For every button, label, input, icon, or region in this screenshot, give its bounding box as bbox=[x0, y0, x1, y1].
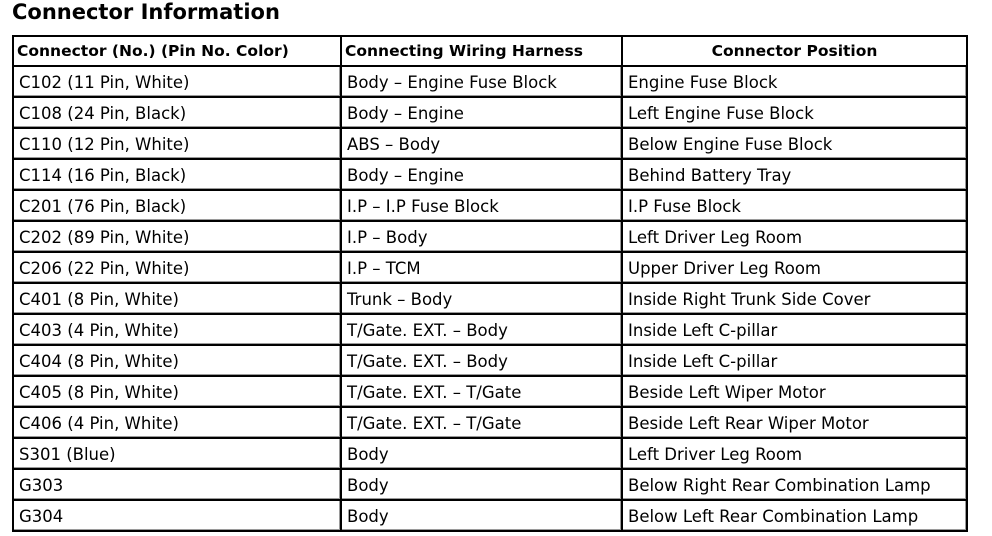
cell-wiring-harness: T/Gate. EXT. – T/Gate bbox=[341, 376, 622, 407]
cell-wiring-harness: Body bbox=[341, 469, 622, 500]
cell-connector: G303 bbox=[13, 469, 341, 500]
cell-wiring-harness: Body – Engine bbox=[341, 159, 622, 190]
cell-position: Below Engine Fuse Block bbox=[622, 128, 967, 159]
cell-position: Behind Battery Tray bbox=[622, 159, 967, 190]
table-row bbox=[13, 66, 967, 97]
cell-connector: C110 (12 Pin, White) bbox=[13, 128, 341, 159]
table-row bbox=[13, 221, 967, 252]
table-row bbox=[13, 345, 967, 376]
cell-wiring-harness: Body bbox=[341, 438, 622, 469]
cell-connector: C102 (11 Pin, White) bbox=[13, 66, 341, 97]
cell-connector: C406 (4 Pin, White) bbox=[13, 407, 341, 438]
cell-position: Below Right Rear Combination Lamp bbox=[622, 469, 967, 500]
cell-connector: C206 (22 Pin, White) bbox=[13, 252, 341, 283]
cell-wiring-harness: Body – Engine bbox=[341, 97, 622, 128]
table-row bbox=[13, 314, 967, 345]
cell-connector: C405 (8 Pin, White) bbox=[13, 376, 341, 407]
table-header-row bbox=[13, 36, 967, 66]
table-row bbox=[13, 438, 967, 469]
cell-connector: C114 (16 Pin, Black) bbox=[13, 159, 341, 190]
cell-connector: S301 (Blue) bbox=[13, 438, 341, 469]
cell-wiring-harness: T/Gate. EXT. – Body bbox=[341, 345, 622, 376]
table-row bbox=[13, 128, 967, 159]
column-header-position: Connector Position bbox=[622, 36, 967, 66]
table-row bbox=[13, 283, 967, 314]
table-row bbox=[13, 190, 967, 221]
cell-position: Inside Right Trunk Side Cover bbox=[622, 283, 967, 314]
cell-connector: C201 (76 Pin, Black) bbox=[13, 190, 341, 221]
cell-wiring-harness: I.P – I.P Fuse Block bbox=[341, 190, 622, 221]
cell-position: Left Driver Leg Room bbox=[622, 221, 967, 252]
cell-connector: C401 (8 Pin, White) bbox=[13, 283, 341, 314]
column-header-connector: Connector (No.) (Pin No. Color) bbox=[13, 36, 341, 66]
cell-connector: C404 (8 Pin, White) bbox=[13, 345, 341, 376]
table-row bbox=[13, 407, 967, 438]
table-row bbox=[13, 159, 967, 190]
cell-wiring-harness: ABS – Body bbox=[341, 128, 622, 159]
cell-wiring-harness: Body – Engine Fuse Block bbox=[341, 66, 622, 97]
table-row bbox=[13, 376, 967, 407]
cell-wiring-harness: T/Gate. EXT. – T/Gate bbox=[341, 407, 622, 438]
table-row bbox=[13, 500, 967, 531]
cell-connector: G304 bbox=[13, 500, 341, 531]
cell-position: Upper Driver Leg Room bbox=[622, 252, 967, 283]
cell-position: Inside Left C-pillar bbox=[622, 345, 967, 376]
cell-wiring-harness: I.P – TCM bbox=[341, 252, 622, 283]
cell-position: Left Driver Leg Room bbox=[622, 438, 967, 469]
page-title: Connector Information bbox=[12, 0, 280, 24]
cell-position: Inside Left C-pillar bbox=[622, 314, 967, 345]
cell-position: Left Engine Fuse Block bbox=[622, 97, 967, 128]
cell-position: Engine Fuse Block bbox=[622, 66, 967, 97]
cell-wiring-harness: T/Gate. EXT. – Body bbox=[341, 314, 622, 345]
cell-connector: C108 (24 Pin, Black) bbox=[13, 97, 341, 128]
cell-connector: C403 (4 Pin, White) bbox=[13, 314, 341, 345]
cell-position: Below Left Rear Combination Lamp bbox=[622, 500, 967, 531]
connector-table bbox=[12, 35, 968, 532]
cell-position: Beside Left Wiper Motor bbox=[622, 376, 967, 407]
cell-connector: C202 (89 Pin, White) bbox=[13, 221, 341, 252]
column-header-wiring-harness: Connecting Wiring Harness bbox=[341, 36, 622, 66]
cell-wiring-harness: Body bbox=[341, 500, 622, 531]
cell-wiring-harness: I.P – Body bbox=[341, 221, 622, 252]
cell-position: Beside Left Rear Wiper Motor bbox=[622, 407, 967, 438]
cell-wiring-harness: Trunk – Body bbox=[341, 283, 622, 314]
table-row bbox=[13, 252, 967, 283]
table-row bbox=[13, 97, 967, 128]
cell-position: I.P Fuse Block bbox=[622, 190, 967, 221]
table-row bbox=[13, 469, 967, 500]
